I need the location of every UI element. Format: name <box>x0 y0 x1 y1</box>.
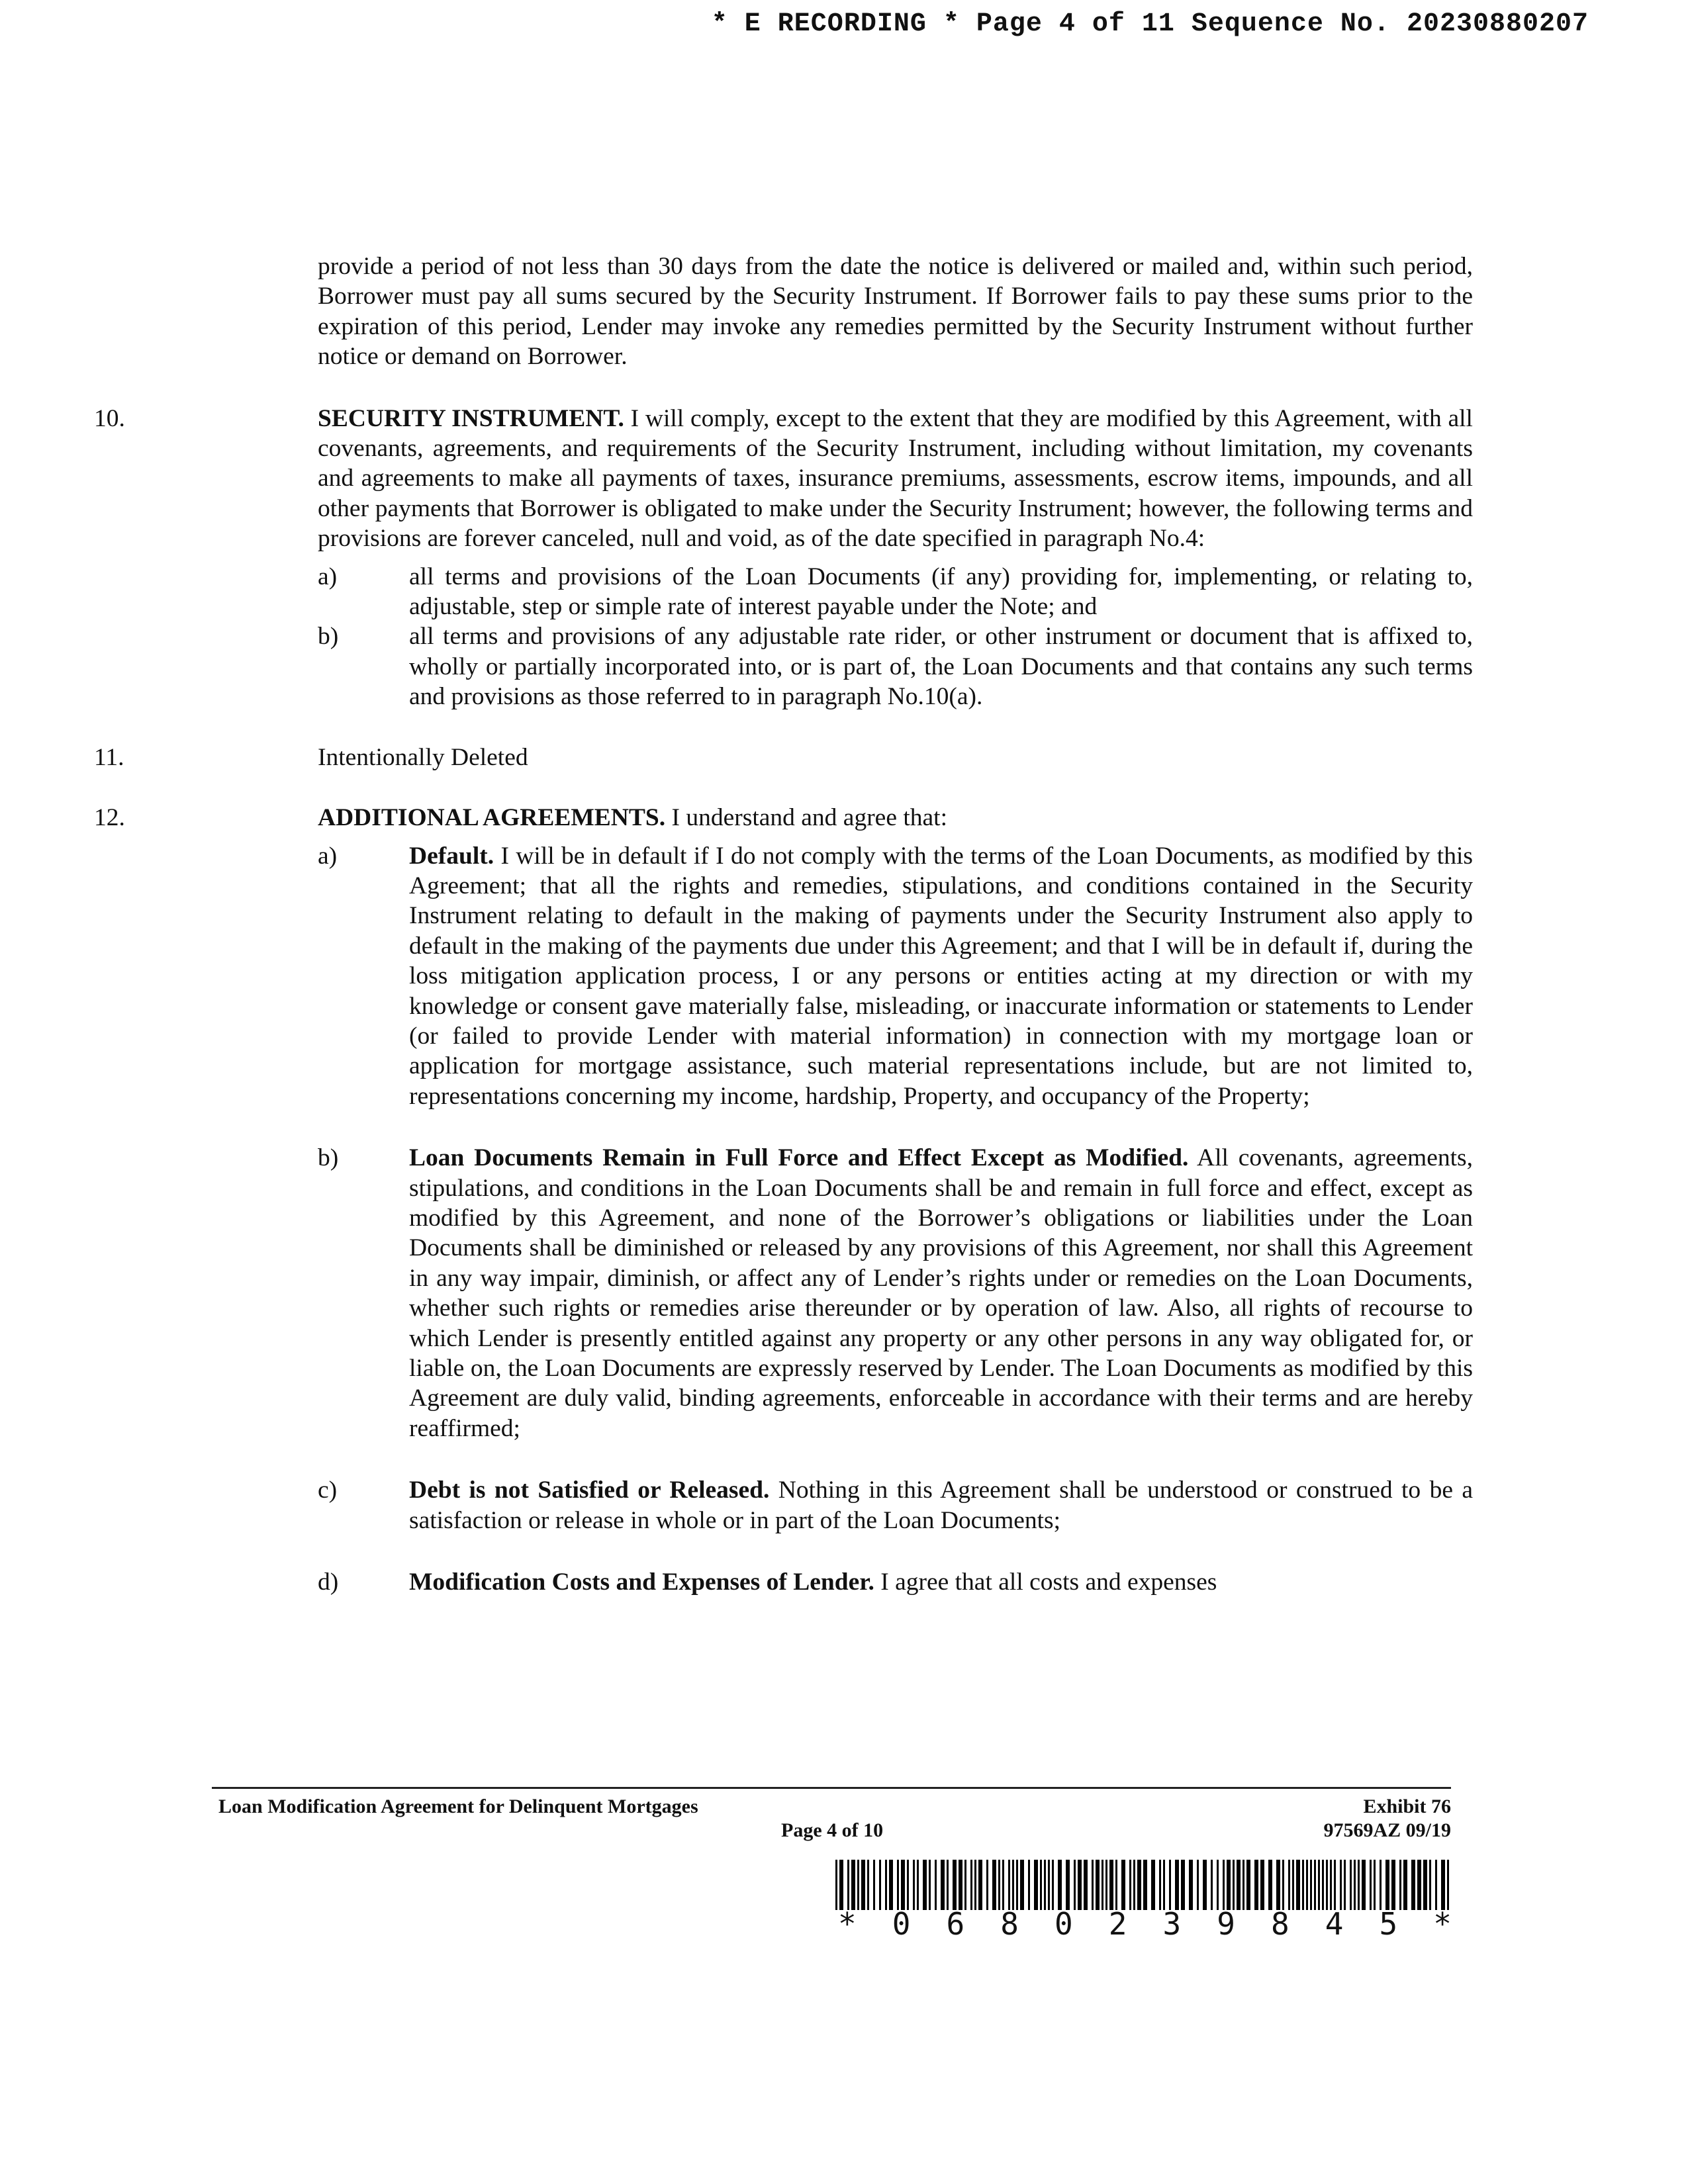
barcode-bar <box>1358 1860 1360 1910</box>
barcode-bar <box>1096 1860 1100 1910</box>
barcode-bar <box>1175 1860 1179 1910</box>
barcode-bar <box>907 1860 909 1910</box>
barcode-bar <box>1163 1860 1165 1910</box>
barcode-bar <box>1344 1860 1346 1910</box>
barcode-bar <box>1102 1860 1103 1910</box>
barcode-bar <box>1374 1860 1376 1910</box>
barcode-bar <box>974 1860 976 1910</box>
section-number: 10. <box>94 404 125 432</box>
barcode-bar <box>913 1860 915 1910</box>
barcode-bar <box>1246 1860 1250 1910</box>
barcode-bar <box>1084 1860 1088 1910</box>
footer-page-number: Page 4 of 10 <box>781 1819 884 1841</box>
item-paragraph <box>409 1143 1473 1443</box>
section-number: 12. <box>94 804 125 832</box>
barcode-bar <box>885 1860 887 1910</box>
barcode-char: 8 <box>1000 1906 1019 1942</box>
barcode-bar <box>964 1860 966 1910</box>
barcode-bar <box>970 1860 972 1910</box>
barcode-bar <box>1074 1860 1076 1910</box>
barcode-bar <box>1310 1860 1312 1910</box>
barcode-bar <box>1115 1860 1117 1910</box>
item-paragraph <box>409 841 1473 1112</box>
barcode-bar <box>959 1860 962 1910</box>
barcode-text <box>835 1907 1454 1940</box>
item-text: I will be in default if I do not comply with the terms of the Loan Documents, as modified by this Agreement; that all the rights and remedies, stipulations, and conditions contained in the Security Instrument relating to default in the making of payments under the Security Instrument also apply to default in the making of the payments due under this Agreement; and that I will be in default if, during the loss mitigation application process, I or any persons or entities acting at my direction or with my knowledge or consent gave materially false, misleading, or inaccurate information or statements to Lender (or failed to provide Lender with material information) in connection with my mortgage loan or application for mortgage assistance, such material representations include, but are not limited to, representations concerning my income, hardship, Property, and occupancy of the Property; <box>409 842 1473 1110</box>
item-letter: a) <box>318 563 338 590</box>
barcode-bar <box>847 1860 849 1910</box>
barcode-bar <box>1314 1860 1316 1910</box>
barcode-bar <box>1078 1860 1082 1910</box>
section-12-item-d <box>318 1567 1473 1597</box>
barcode-bar <box>947 1860 949 1910</box>
item-paragraph <box>409 1567 1473 1597</box>
continuation-paragraph: provide a period of not less than 30 days from the date the notice is delivered or mailed and, within such period, Borrower must pay all sums secured by the Security Instrument. If Borrower fails to pay these sums prior to the expiration of this period, Lender may invoke any remedies permitted by the Security Instrument without further notice or demand on Borrower. <box>318 253 1473 371</box>
barcode-bar <box>1362 1860 1366 1910</box>
barcode-bar <box>1044 1860 1046 1910</box>
section-text: I understand and agree that: <box>665 804 947 832</box>
section-text: I will comply, except to the extent that they are modified by this Agreement, with all covenants, agreements, and requirements of the Security Instrument, including without limitation, my covenants and agreements to make all payments of taxes, insurance premiums, assessments, escrow items, impounds, and all other payments that Borrower is obligated to make under the Security Instrument; however, the following terms and provisions are forever canceled, null and void, as of the date specified in paragraph No.4: <box>318 404 1473 553</box>
barcode-bar <box>1203 1860 1207 1910</box>
item-text: I agree that all costs and expenses <box>874 1569 1217 1596</box>
barcode-bar <box>879 1860 881 1910</box>
barcode-bar <box>978 1860 982 1910</box>
barcode-bar <box>1254 1860 1258 1910</box>
barcode-bar <box>1292 1860 1294 1910</box>
barcode-bar <box>1380 1860 1382 1910</box>
barcode-bar <box>1354 1860 1356 1910</box>
item-text: all terms and provisions of the Loan Documents (if any) providing for, implementing, or relating to, adjustable, step or simple rate of interest payable under the Note; and <box>409 563 1473 621</box>
document-body <box>94 251 1473 1597</box>
footer-form-title: Loan Modification Agreement for Delinquent Mortgages <box>218 1796 698 1817</box>
barcode-bar <box>1008 1860 1010 1910</box>
barcode-bar <box>935 1860 937 1910</box>
barcode-bar <box>1326 1860 1328 1910</box>
barcode-bar <box>1028 1860 1030 1910</box>
barcode-bar <box>1012 1860 1014 1910</box>
barcode-bar <box>1189 1860 1193 1910</box>
barcode-bar <box>929 1860 931 1910</box>
barcode-char: 6 <box>946 1906 965 1942</box>
barcode-bar <box>1268 1860 1272 1910</box>
barcode-bar <box>1052 1860 1054 1910</box>
barcode-bar <box>1048 1860 1050 1910</box>
section-10-paragraph <box>318 404 1473 554</box>
barcode-bar <box>1137 1860 1141 1910</box>
barcode-bar <box>1243 1860 1244 1910</box>
barcode-bar <box>1411 1860 1415 1910</box>
section-10 <box>94 404 1473 554</box>
section-11 <box>94 743 1473 772</box>
barcode-bar <box>1322 1860 1324 1910</box>
footer-exhibit: Exhibit 76 <box>1363 1796 1451 1817</box>
footer-form-code: 97569AZ 09/19 <box>1323 1819 1451 1841</box>
item-text: Nothing in this Agreement shall be understood or construed to be a satisfaction or release in whole or in part of the Loan Documents; <box>409 1477 1473 1534</box>
barcode-bar <box>857 1860 859 1910</box>
barcode-bar <box>851 1860 855 1910</box>
item-letter: a) <box>318 842 338 870</box>
section-10-item-b <box>318 621 1473 711</box>
barcode-bar <box>861 1860 865 1910</box>
item-title: Default. <box>409 842 494 870</box>
item-title: Loan Documents Remain in Full Force and Effect Except as Modified. <box>409 1144 1189 1172</box>
section-12 <box>94 803 1473 833</box>
barcode-bar <box>1181 1860 1185 1910</box>
barcode-char: 5 <box>1379 1906 1398 1942</box>
barcode-bar <box>1040 1860 1042 1910</box>
barcode-bar <box>835 1860 837 1910</box>
barcode-bar <box>1133 1860 1135 1910</box>
barcode-char: * <box>838 1906 857 1942</box>
barcode-bar <box>1233 1860 1235 1910</box>
barcode-bar <box>867 1860 869 1910</box>
barcode-bar <box>998 1860 1000 1910</box>
barcode-bar <box>1423 1860 1427 1910</box>
barcode-bar <box>1223 1860 1225 1910</box>
barcode-bar <box>1016 1860 1018 1910</box>
barcode-bars <box>835 1860 1454 1910</box>
barcode-char: * <box>1433 1906 1452 1942</box>
barcode-bar <box>1211 1860 1213 1910</box>
barcode-bar <box>1169 1860 1171 1910</box>
section-12-paragraph <box>318 803 1473 833</box>
barcode-bar <box>1447 1860 1449 1910</box>
barcode-bar <box>1370 1860 1372 1910</box>
barcode-bar <box>1066 1860 1070 1910</box>
barcode-bar <box>1385 1860 1389 1910</box>
barcode-char: 9 <box>1217 1906 1235 1942</box>
barcode-bar <box>901 1860 905 1910</box>
barcode-bar <box>1129 1860 1131 1910</box>
barcode-bar <box>1330 1860 1332 1910</box>
barcode-bar <box>1417 1860 1421 1910</box>
item-letter: b) <box>318 1144 339 1172</box>
barcode-char: 2 <box>1108 1906 1127 1942</box>
barcode-char: 0 <box>892 1906 911 1942</box>
barcode-bar <box>889 1860 893 1910</box>
item-title: Debt is not Satisfied or Released. <box>409 1477 770 1504</box>
recording-header: * E RECORDING * Page 4 of 11 Sequence No. 20230880207 <box>711 9 1589 39</box>
barcode-bar <box>1151 1860 1155 1910</box>
barcode-bar <box>1002 1860 1004 1910</box>
barcode-bar <box>1403 1860 1407 1910</box>
barcode-char: 3 <box>1162 1906 1182 1942</box>
barcode-bar <box>1340 1860 1342 1910</box>
barcode-bar <box>1217 1860 1219 1910</box>
barcode-bar <box>839 1860 843 1910</box>
barcode-bar <box>1296 1860 1300 1910</box>
item-letter: b) <box>318 623 339 651</box>
barcode-bar <box>992 1860 996 1910</box>
barcode-bar <box>1092 1860 1094 1910</box>
barcode-bar <box>1276 1860 1280 1910</box>
item-title: Modification Costs and Expenses of Lender. <box>409 1569 874 1596</box>
section-10-item-a <box>318 562 1473 622</box>
barcode-char: 8 <box>1271 1906 1289 1942</box>
item-paragraph <box>409 1475 1473 1535</box>
section-12-item-b <box>318 1143 1473 1443</box>
barcode-bar <box>1058 1860 1062 1910</box>
footer-exhibit-block <box>1323 1795 1451 1843</box>
barcode-bar <box>873 1860 875 1910</box>
barcode-bar <box>1109 1860 1113 1910</box>
barcode-bar <box>1429 1860 1431 1910</box>
section-title: SECURITY INSTRUMENT. <box>318 404 624 432</box>
barcode-bar <box>1282 1860 1284 1910</box>
footer-divider <box>212 1787 1451 1789</box>
barcode-bar <box>1306 1860 1308 1910</box>
item-text: All covenants, agreements, stipulations, and conditions in the Loan Documents shall be and remain in full force and effect, except as modified by this Agreement, and none of the Borrower’s obligations or liabilities under the Loan Documents shall be diminished or released by any provisions of this Agreement, nor shall this Agreement in any way impair, diminish, or affect any of Lender’s rights under or remedies on the Loan Documents, whether such rights or remedies arise thereunder or by operation of law. Also, all rights of recourse to which Lender is presently entitled against any property or any other persons in any way obligated for, or liable on, the Loan Documents are expressly reserved by Lender. The Loan Documents as modified by this Agreement are duly valid, binding agreements, enforceable in accordance with their terms and are hereby reaffirmed; <box>409 1144 1473 1442</box>
barcode-bar <box>1197 1860 1199 1910</box>
barcode-bar <box>1441 1860 1445 1910</box>
barcode-bar <box>1350 1860 1352 1910</box>
section-text: Intentionally Deleted <box>318 743 528 771</box>
barcode-bar <box>1020 1860 1024 1910</box>
barcode-bar <box>1318 1860 1320 1910</box>
item-letter: d) <box>318 1569 339 1596</box>
barcode-bar <box>1302 1860 1304 1910</box>
barcode-bar <box>917 1860 919 1910</box>
barcode-bar <box>1399 1860 1401 1910</box>
barcode-bar <box>986 1860 988 1910</box>
barcode-bar <box>1143 1860 1147 1910</box>
barcode-bar <box>1159 1860 1161 1910</box>
barcode-bar <box>1334 1860 1336 1910</box>
item-letter: c) <box>318 1477 338 1504</box>
barcode-bar <box>1288 1860 1290 1910</box>
barcode-bar <box>941 1860 945 1910</box>
barcode-bar <box>1237 1860 1241 1910</box>
barcode-char: 4 <box>1325 1906 1344 1942</box>
barcode <box>835 1860 1454 1940</box>
section-number: 11. <box>94 743 124 771</box>
barcode-bar <box>897 1860 899 1910</box>
section-title: ADDITIONAL AGREEMENTS. <box>318 804 666 832</box>
barcode-char: 0 <box>1055 1906 1073 1942</box>
section-12-item-c <box>318 1475 1473 1535</box>
section-12-item-a <box>318 841 1473 1112</box>
barcode-bar <box>1105 1860 1107 1910</box>
barcode-bar <box>1121 1860 1125 1910</box>
item-text: all terms and provisions of any adjustable rate rider, or other instrument or document that is affixed to, wholly or partially incorporated into, or is part of, the Loan Documents and that contains any such terms and provisions as those referred to in paragraph No.10(a). <box>409 623 1473 711</box>
barcode-bar <box>1260 1860 1264 1910</box>
barcode-bar <box>1435 1860 1437 1910</box>
barcode-bar <box>923 1860 927 1910</box>
barcode-bar <box>1034 1860 1038 1910</box>
barcode-bar <box>1391 1860 1395 1910</box>
barcode-bar <box>1227 1860 1231 1910</box>
barcode-bar <box>953 1860 957 1910</box>
